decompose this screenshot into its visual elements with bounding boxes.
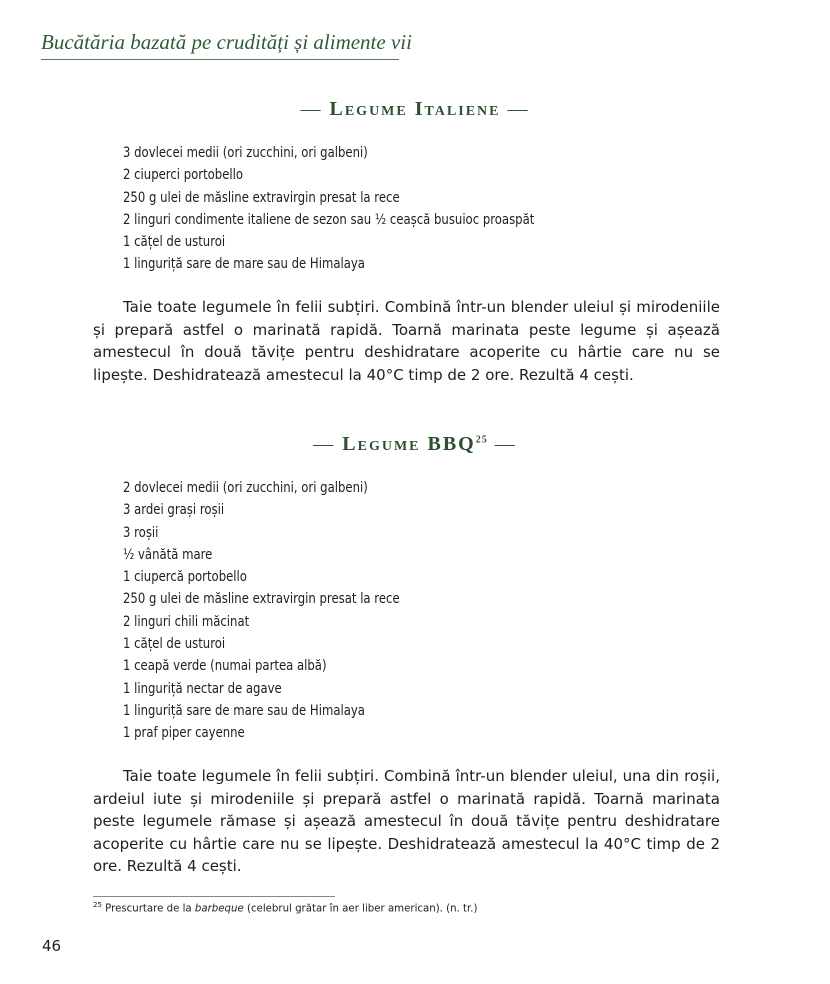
page-number: 46 [42, 937, 62, 955]
ingredient-item: 1 ceapă verde (numai partea albă) [123, 657, 327, 675]
footnote-rule [93, 896, 335, 897]
ingredient-item: 2 dovlecei medii (ori zucchini, ori galbeni) [123, 479, 368, 496]
footnote-reference: 25 [475, 434, 488, 446]
instructions-italiene: Taie toate legumele în felii subțiri. Combină într-un blender uleiul și mirodeniile și prepară astfel o marinată rapidă. Toarnă marinata peste legume și așează amestecul în două tăvițe pentru deshidratare acoperite cu hârtie care nu se lipește. Deshidratează amestecul la 40°C timp de 2 ore. Rezultă 4 cești. [93, 298, 720, 384]
title-dash-left: — [313, 433, 336, 455]
ingredient-item: 1 linguriță sare de mare sau de Himalaya [123, 701, 365, 719]
header-rule [41, 59, 399, 60]
ingredient-item: 1 ciupercă portobello [123, 568, 247, 586]
title-dash-right: — [507, 98, 530, 120]
recipe-title-bbq [0, 433, 830, 456]
ingredient-item: 1 linguriță sare de mare sau de Himalaya [123, 255, 365, 273]
ingredient-item: 1 cățel de usturoi [123, 635, 226, 653]
ingredient-item: 3 dovlecei medii (ori zucchini, ori galbeni) [123, 144, 368, 161]
ingredient-item: 2 ciuperci portobello [123, 166, 244, 184]
ingredients-list-italiene [123, 142, 534, 276]
footnote [93, 901, 733, 914]
ingredients-list-bbq [123, 477, 400, 745]
ingredient-item: 250 g ulei de măsline extravirgin presat la rece [123, 590, 400, 608]
ingredient-item: 3 roșii [123, 523, 159, 541]
ingredient-item: 1 cățel de usturoi [123, 233, 226, 251]
ingredient-item: 2 linguri condimente italiene de sezon sau ½ ceașcă busuioc proaspăt [123, 210, 535, 228]
ingredient-item: ½ vânătă mare [123, 545, 213, 563]
recipe-title-text: Legume BBQ [342, 433, 476, 455]
ingredient-item: 2 linguri chili măcinat [123, 612, 250, 630]
ingredient-item: 1 linguriță nectar de agave [123, 679, 282, 697]
title-dash-left: — [300, 98, 323, 120]
footnote-text: (celebrul grătar în aer liber american). (n. tr.) [243, 903, 478, 915]
ingredient-item: 3 ardei grași roșii [123, 501, 225, 519]
running-header: Bucătăria bazată pe crudități și alimente vii [41, 30, 412, 54]
title-dash-right: — [494, 433, 517, 455]
footnote-text: Prescurtare de la [101, 903, 195, 915]
recipe-title-text: Legume Italiene [329, 98, 501, 120]
recipe-title-italiene [0, 98, 830, 121]
footnote-number: 25 [93, 901, 102, 909]
ingredient-item: 1 praf piper cayenne [123, 724, 245, 742]
ingredient-item: 250 g ulei de măsline extravirgin presat la rece [123, 188, 400, 206]
footnote-italic: barbeque [194, 903, 244, 915]
instructions-bbq: Taie toate legumele în felii subțiri. Combină într-un blender uleiul, una din roșii, ardeiul iute și mirodeniile și prepară astfel o marinată rapidă. Toarnă marinata peste legumele rămase și așează amestecul în două tăvițe pentru deshidratare acoperite cu hârtie care nu se lipește. Deshidratează amestecul la 40°C timp de 2 ore. Rezultă 4 cești. [93, 767, 720, 875]
